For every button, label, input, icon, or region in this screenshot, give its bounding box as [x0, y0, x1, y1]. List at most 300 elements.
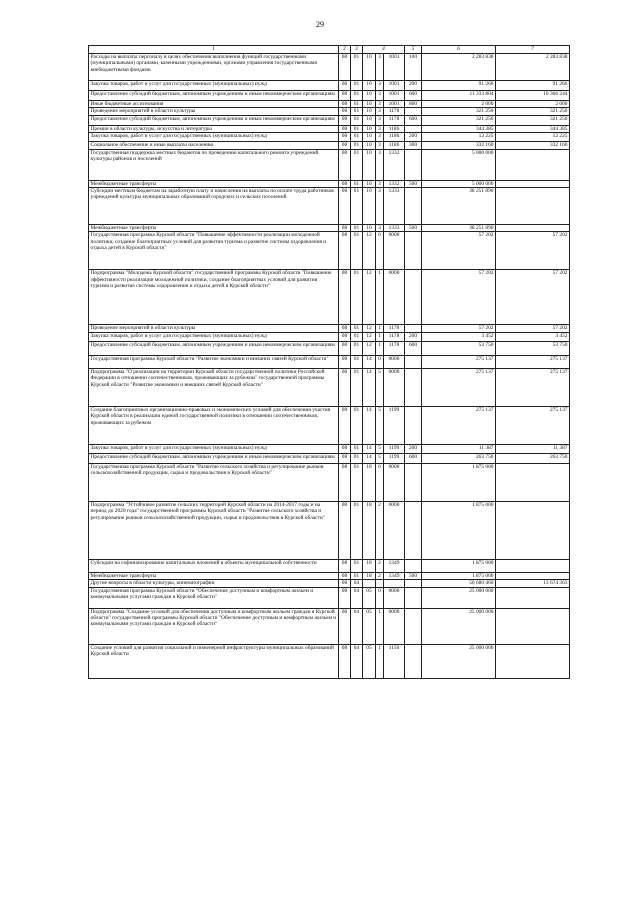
- cell-cs1: 14: [363, 406, 376, 444]
- cell-cs1: 10: [363, 125, 376, 132]
- cell-v6: 25 000 000: [422, 608, 496, 644]
- cell-v6: 5 000 000: [422, 180, 496, 187]
- cell-cs3: 1178: [384, 115, 405, 125]
- cell-pr: 01: [351, 81, 363, 91]
- cell-cs3: 0000: [384, 587, 405, 608]
- cell-rz: 08: [339, 54, 351, 81]
- cell-v6: 53 750: [422, 341, 496, 355]
- cell-cs1: 18: [363, 572, 376, 579]
- cell-rz: 08: [339, 453, 351, 463]
- cell-vr: 500: [405, 572, 422, 579]
- cell-pr: 01: [351, 444, 363, 453]
- cell-cs1: 10: [363, 133, 376, 142]
- cell-name: Субсидии местным бюджетам на заработную плату и начисления на выплаты по оплате труда работников учреждений культуры муниципальных образований городских и сельских поселений: [89, 188, 339, 225]
- cell-rz: 08: [339, 444, 351, 453]
- cell-cs1: 10: [363, 149, 376, 180]
- cell-name: Проведение мероприятий в области культуры: [89, 325, 339, 332]
- cell-v6: 1 875 000: [422, 559, 496, 572]
- cell-name: Подпрограмма "Устойчивое развитие сельских территорий Курской области на 2014-2017 годы и на период до 2020 года" государственной программы Курской области "Развитие сельского хозяйства и регулирование рынков сельскохозяйственной продукции, сырья и продовольствия в Курской области": [89, 501, 339, 559]
- cell-name: Проведение мероприятий в области культуры: [89, 108, 339, 115]
- cell-v6: 3 452: [422, 332, 496, 341]
- cell-v7: [496, 501, 570, 559]
- cell-vr: [405, 608, 422, 644]
- cell-cs2: 3: [376, 133, 384, 142]
- table-row: [89, 444, 570, 453]
- cell-cs2: 1: [376, 332, 384, 341]
- table-row: [89, 108, 570, 115]
- cell-cs3: 1001: [384, 54, 405, 81]
- cell-name: Государственная программа Курской области "Повышение эффективности реализации молодежной политики, создание благоприятных условий для развития туризма и развитие системы оздоровления и отдыха детей в Курской области": [89, 232, 339, 270]
- cell-pr: 01: [351, 270, 363, 325]
- cell-cs3: 1186: [384, 133, 405, 142]
- cell-cs3: 1332: [384, 149, 405, 180]
- header-cell: 5: [405, 46, 422, 54]
- cell-v7: 2 283 838: [496, 54, 570, 81]
- cell-rz: 08: [339, 188, 351, 225]
- cell-pr: 01: [351, 54, 363, 81]
- table-row: [89, 406, 570, 444]
- cell-name: Межбюджетные трансферты: [89, 225, 339, 232]
- cell-cs1: 10: [363, 188, 376, 225]
- cell-cs2: 3: [376, 149, 384, 180]
- cell-vr: [405, 270, 422, 325]
- cell-vr: [405, 580, 422, 587]
- table-row: [89, 54, 570, 81]
- cell-name: Государственная программа Курской области "Развитие экономики и внешних связей Курской области": [89, 355, 339, 368]
- cell-v7: 53 750: [496, 341, 570, 355]
- cell-name: Подпрограмма "Создание условий для обеспечения доступным и комфортным жильем граждан в Курской области" государственной программы Курской области "Обеспечение доступным и комфортным жильем и коммунальными услугами граждан в Курской области": [89, 608, 339, 644]
- cell-cs1: 10: [363, 108, 376, 115]
- cell-cs2: 3: [376, 81, 384, 91]
- cell-name: Закупка товаров, работ и услуг для государственных (муниципальных) нужд: [89, 444, 339, 453]
- cell-cs3: 1186: [384, 125, 405, 132]
- header-cell: 4: [363, 46, 405, 54]
- cell-v6: 2 000: [422, 101, 496, 108]
- cell-v7: [496, 463, 570, 501]
- header-cell: 6: [422, 46, 496, 54]
- cell-name: Государственная поддержка местных бюджетов по проведению капитального ремонта учреждений культуры районов и поселений: [89, 149, 339, 180]
- table-row: [89, 81, 570, 91]
- cell-cs2: 2: [376, 501, 384, 559]
- cell-name: Предоставление субсидий бюджетным, автономным учреждениям и иным некоммерческим организациям: [89, 453, 339, 463]
- cell-cs1: 10: [363, 91, 376, 101]
- cell-cs3: 1178: [384, 332, 405, 341]
- cell-pr: 01: [351, 341, 363, 355]
- cell-cs2: 1: [376, 341, 384, 355]
- cell-v6: 332 160: [422, 142, 496, 149]
- cell-rz: 08: [339, 463, 351, 501]
- cell-pr: 01: [351, 133, 363, 142]
- cell-v6: 321 250: [422, 115, 496, 125]
- cell-rz: 08: [339, 133, 351, 142]
- cell-pr: 01: [351, 572, 363, 579]
- cell-vr: 300: [405, 142, 422, 149]
- cell-rz: 08: [339, 270, 351, 325]
- cell-cs3: 1001: [384, 81, 405, 91]
- cell-rz: 08: [339, 644, 351, 678]
- cell-rz: 08: [339, 125, 351, 132]
- cell-cs3: [384, 580, 405, 587]
- cell-v7: [496, 225, 570, 232]
- cell-rz: 08: [339, 587, 351, 608]
- cell-cs1: 05: [363, 644, 376, 678]
- cell-cs3: 1333: [384, 225, 405, 232]
- cell-name: Закупка товаров, работ и услуг для государственных (муниципальных) нужд: [89, 133, 339, 142]
- cell-vr: [405, 108, 422, 115]
- cell-name: Межбюджетные трансферты: [89, 180, 339, 187]
- cell-vr: 600: [405, 341, 422, 355]
- cell-rz: 08: [339, 355, 351, 368]
- cell-cs3: 1178: [384, 325, 405, 332]
- cell-cs2: 3: [376, 115, 384, 125]
- cell-v6: 12 225: [422, 133, 496, 142]
- cell-v7: [496, 188, 570, 225]
- cell-cs2: 0: [376, 232, 384, 270]
- cell-pr: 01: [351, 332, 363, 341]
- cell-cs1: 18: [363, 463, 376, 501]
- cell-cs3: 1150: [384, 644, 405, 678]
- cell-name: Расходы на выплаты персоналу в целях обеспечения выполнения функций государственными (муниципальными) органами, казенными учреждениями, органами управления государственными внебюджетными фондами: [89, 54, 339, 81]
- cell-pr: 01: [351, 368, 363, 406]
- cell-cs1: 05: [363, 608, 376, 644]
- cell-name: Другие вопросы в области культуры, кинематографии: [89, 580, 339, 587]
- cell-rz: 08: [339, 91, 351, 101]
- cell-rz: 08: [339, 142, 351, 149]
- cell-vr: 200: [405, 444, 422, 453]
- cell-pr: 04: [351, 644, 363, 678]
- table-row: [89, 463, 570, 501]
- cell-v6: 57 202: [422, 232, 496, 270]
- cell-cs3: 0000: [384, 355, 405, 368]
- cell-cs3: 0000: [384, 501, 405, 559]
- cell-cs3: 1199: [384, 453, 405, 463]
- cell-cs2: 3: [376, 91, 384, 101]
- cell-pr: 04: [351, 580, 363, 587]
- cell-vr: 600: [405, 91, 422, 101]
- cell-cs2: 3: [376, 101, 384, 108]
- header-cell: 7: [496, 46, 570, 54]
- cell-cs3: 0000: [384, 608, 405, 644]
- cell-name: Государственная программа Курской области "Развитие сельского хозяйства и регулирование рынков сельскохозяйственной продукции, сырья и продовольствия в Курской области": [89, 463, 339, 501]
- cell-v6: 91 266: [422, 81, 496, 91]
- cell-v7: 321 250: [496, 115, 570, 125]
- cell-vr: 200: [405, 133, 422, 142]
- cell-name: Предоставление субсидий бюджетным, автономным учреждениям и иным некоммерческим организациям: [89, 115, 339, 125]
- table-row: [89, 332, 570, 341]
- cell-pr: 01: [351, 325, 363, 332]
- cell-cs1: 14: [363, 355, 376, 368]
- table-row: [89, 91, 570, 101]
- cell-v6: 2 283 838: [422, 54, 496, 81]
- cell-vr: 200: [405, 81, 422, 91]
- cell-v7: 275 137: [496, 355, 570, 368]
- cell-vr: [405, 355, 422, 368]
- cell-name: Предоставление субсидий бюджетным, автономным учреждениям и иным некоммерческим организациям: [89, 341, 339, 355]
- table-row: [89, 142, 570, 149]
- cell-cs1: 05: [363, 587, 376, 608]
- cell-rz: 08: [339, 115, 351, 125]
- cell-v6: 321 250: [422, 108, 496, 115]
- cell-cs3: 0000: [384, 368, 405, 406]
- cell-cs1: 12: [363, 270, 376, 325]
- cell-v6: 38 251 890: [422, 188, 496, 225]
- cell-v7: 12 225: [496, 133, 570, 142]
- cell-pr: 01: [351, 501, 363, 559]
- cell-vr: 500: [405, 180, 422, 187]
- cell-v6: 263 750: [422, 453, 496, 463]
- cell-v7: [496, 608, 570, 644]
- cell-name: Иные бюджетные ассигнования: [89, 101, 339, 108]
- cell-v7: 11 387: [496, 444, 570, 453]
- cell-cs1: 14: [363, 444, 376, 453]
- cell-cs3: 0000: [384, 463, 405, 501]
- cell-name: Социальное обеспечение и иные выплаты населению: [89, 142, 339, 149]
- cell-vr: 500: [405, 225, 422, 232]
- cell-pr: 01: [351, 232, 363, 270]
- cell-rz: 08: [339, 149, 351, 180]
- cell-pr: 04: [351, 608, 363, 644]
- cell-cs1: 10: [363, 115, 376, 125]
- cell-pr: 04: [351, 587, 363, 608]
- cell-pr: 01: [351, 188, 363, 225]
- cell-pr: 01: [351, 91, 363, 101]
- cell-cs2: 1: [376, 325, 384, 332]
- cell-v7: 2 000: [496, 101, 570, 108]
- cell-cs2: 0: [376, 587, 384, 608]
- cell-v7: [496, 559, 570, 572]
- cell-v7: 3 452: [496, 332, 570, 341]
- cell-vr: [405, 644, 422, 678]
- cell-pr: 01: [351, 101, 363, 108]
- header-cell: 2: [339, 46, 351, 54]
- cell-rz: 08: [339, 81, 351, 91]
- cell-cs2: [376, 580, 384, 587]
- table-row: [89, 325, 570, 332]
- cell-v7: 13 674 363: [496, 580, 570, 587]
- cell-name: Закупка товаров, работ и услуг для государственных (муниципальных) нужд: [89, 332, 339, 341]
- cell-v6: 1 875 000: [422, 572, 496, 579]
- cell-cs3: 1333: [384, 188, 405, 225]
- cell-v6: 275 137: [422, 368, 496, 406]
- cell-cs2: 2: [376, 572, 384, 579]
- table-row: [89, 341, 570, 355]
- cell-name: Создание условий для развития социальной и инженерной инфраструктуры муниципальных образований Курской области: [89, 644, 339, 678]
- cell-cs2: 3: [376, 54, 384, 81]
- cell-v6: 344 385: [422, 125, 496, 132]
- table-row: [89, 101, 570, 108]
- cell-pr: 01: [351, 115, 363, 125]
- cell-cs1: 18: [363, 501, 376, 559]
- cell-rz: 08: [339, 341, 351, 355]
- cell-rz: 08: [339, 368, 351, 406]
- cell-vr: [405, 325, 422, 332]
- table-body: [89, 54, 570, 679]
- cell-v6: 275 137: [422, 406, 496, 444]
- cell-cs3: 1199: [384, 406, 405, 444]
- cell-v6: 1 875 000: [422, 501, 496, 559]
- cell-vr: [405, 149, 422, 180]
- cell-cs3: 1178: [384, 341, 405, 355]
- cell-rz: 08: [339, 225, 351, 232]
- cell-v7: 332 160: [496, 142, 570, 149]
- cell-vr: 100: [405, 54, 422, 81]
- cell-name: Премии в области культуры, искусства и литературы: [89, 125, 339, 132]
- cell-name: Государственная программа Курской области "Обеспечение доступным и комфортным жильем и коммунальными услугами граждан в Курской области": [89, 587, 339, 608]
- cell-v6: 11 333 804: [422, 91, 496, 101]
- cell-cs2: 3: [376, 125, 384, 132]
- cell-cs2: 3: [376, 108, 384, 115]
- cell-cs3: 1001: [384, 101, 405, 108]
- cell-cs3: 1349: [384, 572, 405, 579]
- cell-name: Предоставление субсидий бюджетным, автономным учреждениям и иным некоммерческим организациям: [89, 91, 339, 101]
- cell-vr: 200: [405, 332, 422, 341]
- cell-pr: 01: [351, 355, 363, 368]
- cell-v6: 25 000 000: [422, 644, 496, 678]
- table-row: [89, 608, 570, 644]
- table-row: [89, 572, 570, 579]
- table-row: [89, 225, 570, 232]
- cell-cs2: 0: [376, 355, 384, 368]
- header-cell: 1: [89, 46, 339, 54]
- cell-cs1: 12: [363, 325, 376, 332]
- cell-v7: 57 202: [496, 325, 570, 332]
- cell-v7: 344 385: [496, 125, 570, 132]
- cell-v6: 38 251 890: [422, 225, 496, 232]
- cell-v7: 57 202: [496, 270, 570, 325]
- cell-rz: 08: [339, 406, 351, 444]
- cell-rz: 08: [339, 572, 351, 579]
- cell-vr: [405, 587, 422, 608]
- table-row: [89, 453, 570, 463]
- cell-cs1: 10: [363, 81, 376, 91]
- table-row: [89, 587, 570, 608]
- cell-vr: [405, 406, 422, 444]
- cell-cs2: 3: [376, 225, 384, 232]
- cell-v6: 5 000 000: [422, 149, 496, 180]
- table-row: [89, 559, 570, 572]
- cell-cs1: 10: [363, 225, 376, 232]
- cell-cs3: 1332: [384, 180, 405, 187]
- cell-vr: [405, 463, 422, 501]
- cell-vr: [405, 125, 422, 132]
- table-row: [89, 133, 570, 142]
- table-row: [89, 232, 570, 270]
- table-row: [89, 125, 570, 132]
- table-row: [89, 115, 570, 125]
- cell-cs2: 0: [376, 463, 384, 501]
- cell-v6: 57 202: [422, 325, 496, 332]
- cell-cs2: 3: [376, 188, 384, 225]
- cell-pr: 01: [351, 406, 363, 444]
- cell-vr: 600: [405, 453, 422, 463]
- cell-cs3: 1349: [384, 559, 405, 572]
- budget-table: [88, 45, 570, 679]
- cell-cs3: 1186: [384, 142, 405, 149]
- cell-v6: 25 000 000: [422, 587, 496, 608]
- cell-rz: 08: [339, 108, 351, 115]
- cell-cs1: 10: [363, 101, 376, 108]
- cell-cs3: 1199: [384, 444, 405, 453]
- cell-v7: [496, 572, 570, 579]
- cell-v7: 275 137: [496, 368, 570, 406]
- header-row: [89, 46, 570, 54]
- cell-v6: 57 202: [422, 270, 496, 325]
- cell-v6: 50 680 460: [422, 580, 496, 587]
- cell-v7: 57 202: [496, 232, 570, 270]
- cell-vr: [405, 501, 422, 559]
- table-row: [89, 501, 570, 559]
- cell-cs3: 1001: [384, 91, 405, 101]
- table-row: [89, 149, 570, 180]
- cell-v7: 275 137: [496, 406, 570, 444]
- cell-cs3: 0000: [384, 232, 405, 270]
- cell-v7: [496, 587, 570, 608]
- cell-cs1: 18: [363, 559, 376, 572]
- cell-cs2: 5: [376, 368, 384, 406]
- cell-v6: 1 875 000: [422, 463, 496, 501]
- cell-rz: 08: [339, 501, 351, 559]
- cell-cs2: 3: [376, 180, 384, 187]
- cell-cs2: 5: [376, 406, 384, 444]
- cell-cs2: 5: [376, 453, 384, 463]
- cell-pr: 01: [351, 108, 363, 115]
- cell-cs3: 1178: [384, 108, 405, 115]
- page-number: 29: [316, 20, 324, 29]
- cell-v7: 10 366 244: [496, 91, 570, 101]
- cell-cs2: 1: [376, 644, 384, 678]
- cell-rz: 08: [339, 232, 351, 270]
- cell-rz: 08: [339, 325, 351, 332]
- cell-cs2: 5: [376, 444, 384, 453]
- cell-pr: 01: [351, 125, 363, 132]
- cell-name: Закупка товаров, работ и услуг для государственных (муниципальных) нужд: [89, 81, 339, 91]
- table-row: [89, 355, 570, 368]
- table-row: [89, 180, 570, 187]
- cell-name: Создание благоприятных организационно-правовых и экономических условий для обеспечения участия Курской области в реализации единой государственной политики в отношении соотечественников, проживающих за рубежом: [89, 406, 339, 444]
- cell-cs1: 12: [363, 232, 376, 270]
- table-row: [89, 270, 570, 325]
- cell-cs1: [363, 580, 376, 587]
- cell-vr: [405, 188, 422, 225]
- cell-name: Подпрограмма "Молодежь Курской области" государственной программы Курской области "Повышение эффективности реализации молодежной политики, создание благоприятных условий для развития туризма и развитие системы оздоровления и отдыха детей в Курской области": [89, 270, 339, 325]
- cell-cs2: 1: [376, 270, 384, 325]
- table-row: [89, 188, 570, 225]
- cell-v7: [496, 149, 570, 180]
- cell-v6: 275 137: [422, 355, 496, 368]
- cell-rz: 08: [339, 608, 351, 644]
- cell-pr: 01: [351, 453, 363, 463]
- cell-cs1: 14: [363, 368, 376, 406]
- cell-v7: 321 250: [496, 108, 570, 115]
- cell-pr: 01: [351, 559, 363, 572]
- cell-cs2: 2: [376, 559, 384, 572]
- cell-vr: 800: [405, 101, 422, 108]
- cell-cs1: 10: [363, 54, 376, 81]
- cell-cs1: 12: [363, 332, 376, 341]
- cell-rz: 08: [339, 180, 351, 187]
- cell-cs2: 1: [376, 608, 384, 644]
- cell-v7: 263 750: [496, 453, 570, 463]
- cell-rz: 08: [339, 580, 351, 587]
- table-row: [89, 580, 570, 587]
- cell-cs2: 3: [376, 142, 384, 149]
- header-cell: 3: [351, 46, 363, 54]
- cell-name: Подпрограмма "О реализации на территории Курской области государственной политики Российской Федерации в отношении соотечественников, проживающих за рубежом" государственной программы Курской области "Развитие экономики и внешних связей Курской области": [89, 368, 339, 406]
- cell-cs1: 10: [363, 142, 376, 149]
- cell-cs1: 10: [363, 180, 376, 187]
- cell-pr: 01: [351, 225, 363, 232]
- cell-v6: 11 387: [422, 444, 496, 453]
